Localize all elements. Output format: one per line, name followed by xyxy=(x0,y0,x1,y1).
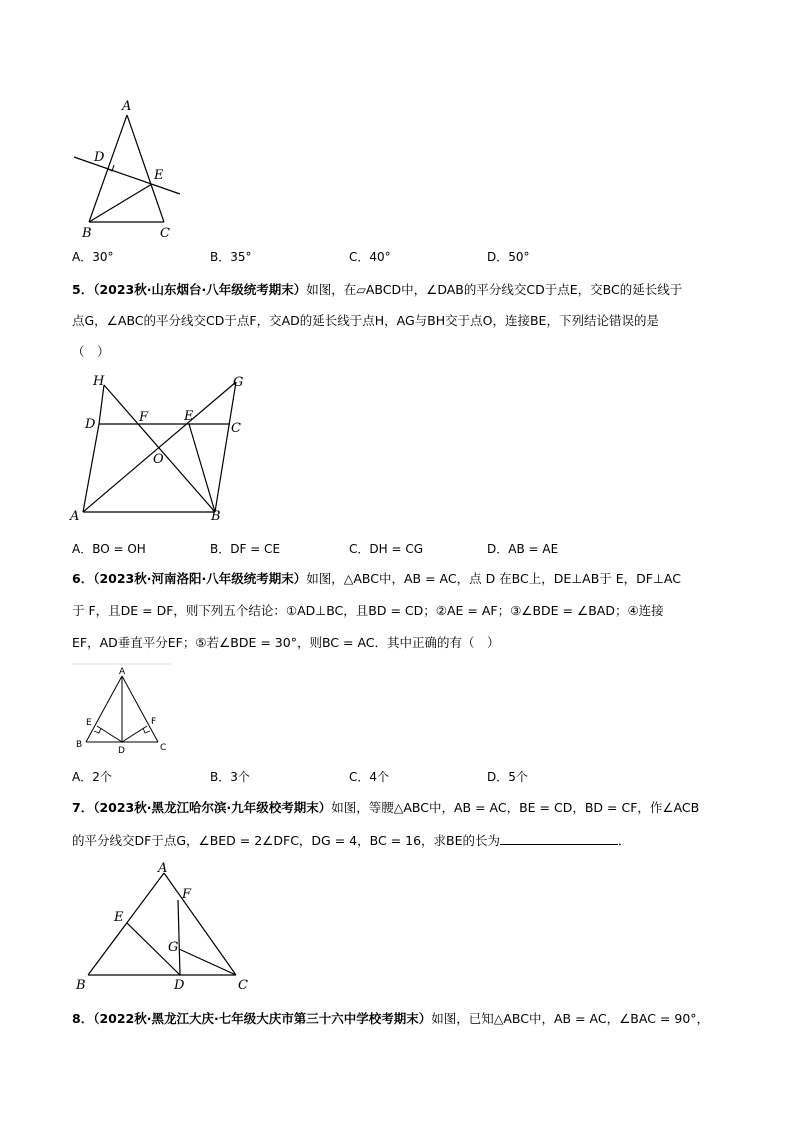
q7-label-F: F xyxy=(182,887,192,902)
q7-label-C: C xyxy=(238,978,248,993)
q4-label-A: A xyxy=(122,99,132,114)
q6-label-E: E xyxy=(86,718,92,728)
q5-text-1: 如图，在▱ABCD中，∠DAB的平分线交CD于点E，交BC的延长线于 xyxy=(306,282,683,297)
q4-option-b: B．35° xyxy=(210,250,252,264)
q4-option-d: D．50° xyxy=(487,250,530,264)
q5-text-2: 点G，∠ABC的平分线交CD于点F，交AD的延长线于点H，AG与BH交于点O，连接BE，下列结论错误的是 xyxy=(72,313,659,328)
q5-label-O: O xyxy=(153,452,164,467)
q6-label-B: B xyxy=(76,740,83,750)
q6-line-2 xyxy=(72,602,664,620)
q5-label-D: D xyxy=(85,417,96,432)
q6-option-d: D．5个 xyxy=(487,770,528,784)
q6-text-2: 于 F，且DE = DF，则下列五个结论：①AD⊥BC，且BD = CD；②AE = AF；③∠BDE = ∠BAD；④连接 xyxy=(72,603,664,618)
q7-text-2: 的平分线交DF于点G，∠BED = 2∠DFC，DG = 4，BC = 16，求BE的长为 xyxy=(72,833,500,848)
q6-text-3: EF，AD垂直平分EF；⑤若∠BDE = 30°，则BC = AC．其中正确的有（ ） xyxy=(72,635,500,650)
q5-figure xyxy=(66,368,256,528)
q6-figure xyxy=(72,662,177,757)
q7-line-2 xyxy=(72,831,631,850)
q5-line-3 xyxy=(72,343,110,361)
q7-figure xyxy=(72,858,262,998)
q5-line-1 xyxy=(72,281,682,299)
q5-label-B: B xyxy=(211,509,221,524)
q5-option-b: B．DF = CE xyxy=(210,542,281,556)
q6-option-c: C．4个 xyxy=(349,770,390,784)
q6-label-F: F xyxy=(151,717,157,727)
q5-source: （2023秋·山东烟台·八年级统考期末） xyxy=(93,282,307,297)
q4-option-c: C．40° xyxy=(349,250,391,264)
q7-source: （2023秋·黑龙江哈尔滨·九年级校考期末） xyxy=(93,800,332,815)
q7-text-1: 如图，等腰△ABC中，AB = AC，BE = CD，BD = CF，作∠ACB xyxy=(331,800,700,815)
q4-options xyxy=(72,248,672,266)
q8-line-1 xyxy=(72,1010,709,1028)
q6-label-C: C xyxy=(160,743,167,753)
q8-text-1: 如图，已知△ABC中，AB = AC，∠BAC = 90°， xyxy=(431,1011,710,1026)
q6-label-A: A xyxy=(119,667,126,677)
q6-option-b: B．3个 xyxy=(210,770,250,784)
q5-options xyxy=(72,540,672,558)
q7-line-1 xyxy=(72,799,699,817)
q6-text-1: 如图，△ABC中，AB = AC，点 D 在BC上，DE⊥AB于 E，DF⊥AC xyxy=(306,571,681,586)
q5-option-d: D．AB = AE xyxy=(487,542,559,556)
q6-line-3 xyxy=(72,634,500,652)
q7-label-G: G xyxy=(168,940,179,955)
q7-label-D: D xyxy=(174,978,185,993)
q5-label-H: H xyxy=(93,374,105,389)
q8-source: （2022秋·黑龙江大庆·七年级大庆市第三十六中学校考期末） xyxy=(93,1011,432,1026)
q5-option-a: A．BO = OH xyxy=(72,542,146,556)
q8-number: 8． xyxy=(72,1011,94,1026)
q7-label-B: B xyxy=(76,978,86,993)
q7-label-E: E xyxy=(114,910,124,925)
q5-label-F: F xyxy=(139,410,149,425)
q4-label-E: E xyxy=(154,168,164,183)
q6-number: 6． xyxy=(72,571,94,586)
q4-label-B: B xyxy=(82,226,92,241)
q4-option-a: A．30° xyxy=(72,250,114,264)
q5-label-G: G xyxy=(233,375,244,390)
q5-option-c: C．DH = CG xyxy=(349,542,424,556)
q5-line-2 xyxy=(72,312,659,330)
q4-label-D: D xyxy=(94,150,105,165)
q5-label-E: E xyxy=(184,409,194,424)
q6-label-D: D xyxy=(118,746,125,756)
q7-answer-blank[interactable] xyxy=(500,831,618,845)
q6-options xyxy=(72,768,672,786)
q4-figure xyxy=(60,95,200,245)
q5-label-A: A xyxy=(70,509,80,524)
q4-label-C: C xyxy=(160,226,170,241)
q6-source: （2023秋·河南洛阳·八年级统考期末） xyxy=(93,571,307,586)
q5-label-C: C xyxy=(231,421,241,436)
q7-text-end: ． xyxy=(618,833,631,848)
q5-number: 5． xyxy=(72,282,94,297)
q7-label-A: A xyxy=(158,861,168,876)
q6-option-a: A．2个 xyxy=(72,770,112,784)
q6-line-1 xyxy=(72,570,681,588)
q7-number: 7． xyxy=(72,800,94,815)
q5-text-3: （ ） xyxy=(72,344,110,359)
